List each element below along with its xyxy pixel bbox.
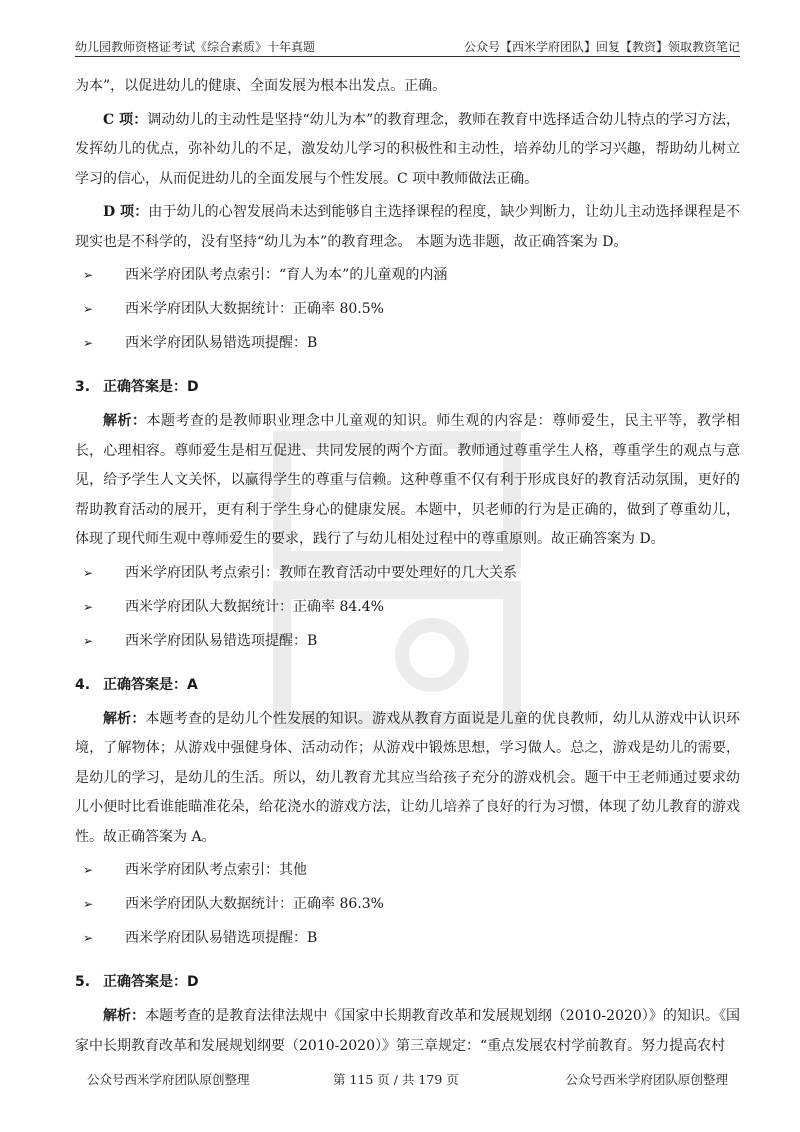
page-header <box>75 36 740 57</box>
question-4-heading: 4. 正确答案是：A <box>75 676 198 693</box>
list-item: ➢ 西米学府团队考点索引：其他 <box>75 856 740 884</box>
intro-continuation: 为本”，以促进幼儿的健康、全面发展为根本出发点。正确。 <box>75 78 447 94</box>
question-5-heading: 5. 正确答案是：D <box>75 974 199 990</box>
list-item: ➢ 西米学府团队易错选项提醒：B <box>75 924 740 952</box>
page-number: 第 115 页 / 共 179 页 <box>333 1072 459 1087</box>
arrow-bullet-icon: ➢ <box>83 863 94 877</box>
option-c-label: C 项： <box>103 111 148 128</box>
list-item: ➢ 西米学府团队大数据统计：正确率 84.4% <box>75 593 740 621</box>
arrow-bullet-icon: ➢ <box>83 302 94 316</box>
arrow-bullet-icon: ➢ <box>83 336 94 350</box>
footer-right: 公众号西米学府团队原创整理 <box>565 1072 728 1087</box>
arrow-bullet-icon: ➢ <box>83 633 94 648</box>
arrow-bullet-icon: ➢ <box>83 599 94 614</box>
option-c-text: 调动幼儿的主动性是坚持“幼儿为本”的教育理念，教师在教育中选择适合幼儿特点的学习方法，发挥幼儿的优点，弥补幼儿的不足，激发幼儿学习的积极性和主动性，培养幼儿的学习兴趣，帮助幼儿树立学习的信心，从而促进幼儿的全面发展与个性发展。C 项中教师做法正确。 <box>75 111 740 187</box>
list-item: ➢ 西米学府团队考点索引：“育人为本”的儿童观的内涵 <box>75 261 740 289</box>
arrow-bullet-icon: ➢ <box>83 897 94 911</box>
question-3-heading: 3. 正确答案是：D <box>75 379 199 395</box>
arrow-bullet-icon: ➢ <box>83 268 94 282</box>
header-title: 幼儿园教师资格证考试《综合素质》十年真题 <box>75 40 316 54</box>
option-d-text: 由于幼儿的心智发展尚未达到能够自主选择课程的程度，缺少判断力，让幼儿主动选择课程是不现实也是不科学的，没有坚持“幼儿为本”的教育理念。 本题为选非题，故正确答案为 D。 <box>75 204 741 250</box>
question-3-analysis: 解析：本题考查的是教师职业理念中儿童观的知识。师生观的内容是：尊师爱生，民主平等，教学相长，心理相容。尊师爱生是相互促进、共同发展的两个方面。教师通过尊重学生人格，尊重学生的观点与意见，给予学生人文关怀，以赢得学生的尊重与信赖。这种尊重不仅有利于形成良好的教育活动氛围，更好的帮助教育活动的展开，更有利于学生身心的健康发展。本题中，贝老师的行为是正确的，做到了尊重幼儿，体现了现代师生观中尊师爱生的要求，践行了与幼儿相处过程中的尊重原则。故正确答案为 D。 <box>75 413 741 547</box>
list-item: ➢ 西米学府团队易错选项提醒：B <box>75 627 740 655</box>
arrow-bullet-icon: ➢ <box>83 565 94 580</box>
list-item: ➢ 西米学府团队考点索引：教师在教育活动中要处理好的几大关系 <box>75 559 740 587</box>
question-5-analysis: 解析：本题考查的是教育法律法规中《国家中长期教育改革和发展规划纲（2010-2020）》的知识。《国家中长期教育改革和发展规划纲要（2010-2020）》第三章规定：“重点发展农村学前教育。努力提高农村 <box>75 1008 740 1054</box>
list-item: ➢ 西米学府团队易错选项提醒：B <box>75 329 740 357</box>
option-c-paragraph <box>75 106 740 195</box>
option-d-paragraph <box>75 198 740 257</box>
question-4-analysis: 解析：本题考查的是幼儿个性发展的知识。游戏从教育方面说是儿童的优良教师，幼儿从游戏中认识环境，了解物体；从游戏中强健身体、活动动作；从游戏中锻炼思想，学习做人。总之，游戏是幼儿的需要，是幼儿的学习，是幼儿的生活。所以，幼儿教育尤其应当给孩子充分的游戏机会。题干中王老师通过要求幼儿小便时比看谁能瞄准花朵，给花浇水的游戏方法，让幼儿培养了良好的行为习惯，体现了幼儿教育的游戏性。故正确答案为 A。 <box>75 710 741 845</box>
list-item: ➢ 西米学府团队大数据统计：正确率 80.5% <box>75 295 740 323</box>
arrow-bullet-icon: ➢ <box>83 931 94 945</box>
option-d-label: D 项： <box>103 204 149 220</box>
header-promo: 公众号【西米学府团队】回复【教资】领取教资笔记 <box>463 40 740 54</box>
document-body <box>75 72 740 1065</box>
footer-left: 公众号西米学府团队原创整理 <box>87 1072 250 1087</box>
list-item: ➢ 西米学府团队大数据统计：正确率 86.3% <box>75 890 740 918</box>
